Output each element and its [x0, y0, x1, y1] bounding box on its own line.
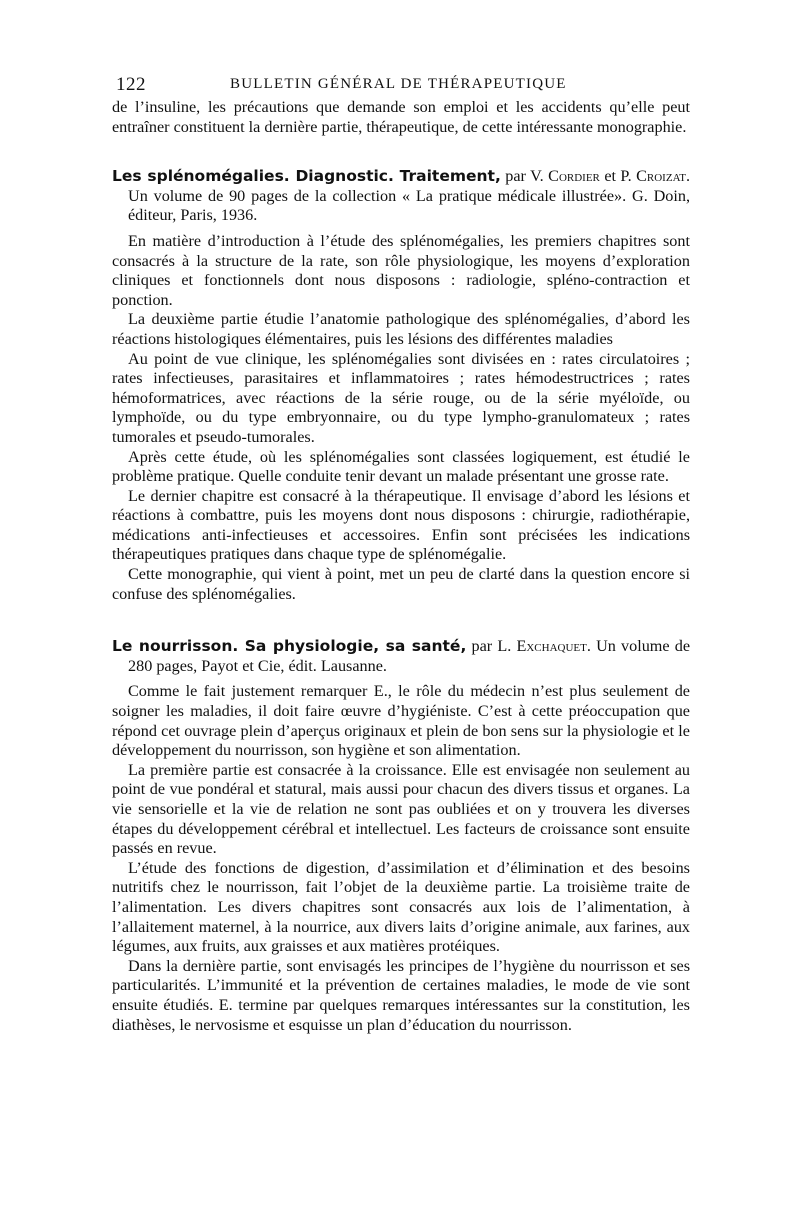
review-1-heading: [112, 167, 690, 226]
review-2-author: Exchaquet: [516, 637, 587, 656]
review-1-by: par V.: [505, 167, 544, 186]
document-page: [112, 68, 690, 1035]
review-1-paragraph: Cette monographie, qui vient à point, met un peu de clarté dans la question encore si confuse des splénomégalies.: [112, 565, 690, 603]
review-1-author-2: Croizat: [636, 167, 687, 186]
review-1-details: . Un volume de 90 pages de la collection « La pratique médicale illustrée». G. Doin, éditeur, Paris, 1936.: [128, 167, 691, 225]
review-1-paragraph: Après cette étude, où les splénomégalies sont classées logiquement, est étudié le problème pratique. Quelle conduite tenir devant un malade présentant une grosse rate.: [112, 447, 690, 486]
review-2-paragraph: L’étude des fonctions de digestion, d’assimilation et d’élimination et des besoins nutritifs chez le nourrisson, fait l’objet de la deuxième partie. La troisième traite de l’alimentation. Les divers chapitres sont consacrés aux lois de l’alimentation, à l’allaitement maternel, à la nourrice, aux divers laits d’origine animale, aux farines, aux légumes, aux fruits, aux graisses et aux matières protéiques.: [112, 858, 690, 956]
review-2-title: Le nourrisson. Sa physiologie, sa santé,: [112, 637, 467, 656]
review-1-author-1: Cordier: [548, 167, 600, 186]
running-title: BULLETIN GÉNÉRAL DE THÉRAPEUTIQUE: [230, 76, 567, 92]
review-2-heading: [112, 637, 690, 676]
review-2-details: . Un volume de 280 pages, Payot et Cie, édit. Lausanne.: [128, 637, 691, 675]
page-header: [112, 68, 690, 96]
review-2-paragraph: Comme le fait justement remarquer E., le rôle du médecin n’est plus seulement de soigner les maladies, il doit faire œuvre d’hygiéniste. C’est à cette préoccupation que répond cet ouvrage plein d’aperçus originaux et plein de bon sens sur la physiologie et le développement du nourrisson, son hygiène et son alimentation.: [112, 682, 690, 760]
intro-paragraph: de l’insuline, les précautions que demande son emploi et les accidents qu’elle peut entraîner constituent la dernière partie, thérapeutique, de cette intéressante monographie.: [112, 98, 690, 136]
review-1-paragraph: En matière d’introduction à l’étude des splénomégalies, les premiers chapitres sont consacrés à la structure de la rate, son rôle physiologique, les moyens d’exploration cliniques et fonctionnels dont nous disposons : radiologie, spléno-contraction et ponction.: [112, 231, 690, 309]
review-2-paragraph: La première partie est consacrée à la croissance. Elle est envisagée non seulement au point de vue pondéral et statural, mais aussi pour chacun des divers tissus et organes. La vie sensorielle et la vie de relation ne sont pas oubliées et on y trouvera les diverses étapes du développement cérébral et intellectuel. Les facteurs de croissance sont ensuite passés en revue.: [112, 760, 690, 858]
review-1-title: Les splénomégalies. Diagnostic. Traitement,: [112, 167, 501, 186]
page-number: 122: [116, 74, 146, 95]
review-1-paragraph: La deuxième partie étudie l’anatomie pathologique des splénomégalies, d’abord les réactions histologiques élémentaires, puis les lésions des différentes maladies: [112, 310, 690, 348]
review-1-et: et P.: [604, 167, 632, 186]
review-1-paragraph: Au point de vue clinique, les splénomégalies sont divisées en : rates circulatoires ; rates infectieuses, parasitaires et inflammatoires ; rates hémodestructrices ; rates hémoformatrices, avec réactions de la série rouge, ou de la série myéloïde, ou lymphoïde, ou du type embryonnaire, ou du type lympho-granulomateux ; rates tumorales et pseudo-tumorales.: [112, 349, 690, 446]
review-2-by: par L.: [471, 637, 512, 656]
review-1-paragraph: Le dernier chapitre est consacré à la thérapeutique. Il envisage d’abord les lésions et réactions à combattre, puis les moyens dont nous disposons : chirurgie, radiothérapie, médications anti-infectieuses et accessoires. Enfin sont précisées les indications thérapeutiques pratiques dans chaque type de splénomégalie.: [112, 486, 690, 564]
page-body: [112, 98, 690, 1035]
review-2-paragraph: Dans la dernière partie, sont envisagés les principes de l’hygiène du nourrisson et ses particularités. L’immunité et la prévention de certaines maladies, le mode de vie sont ensuite étudiés. E. termine par quelques remarques intéressantes sur la constitution, les diathèses, le nervosisme et esquisse un plan d’éducation du nourrisson.: [112, 956, 690, 1034]
